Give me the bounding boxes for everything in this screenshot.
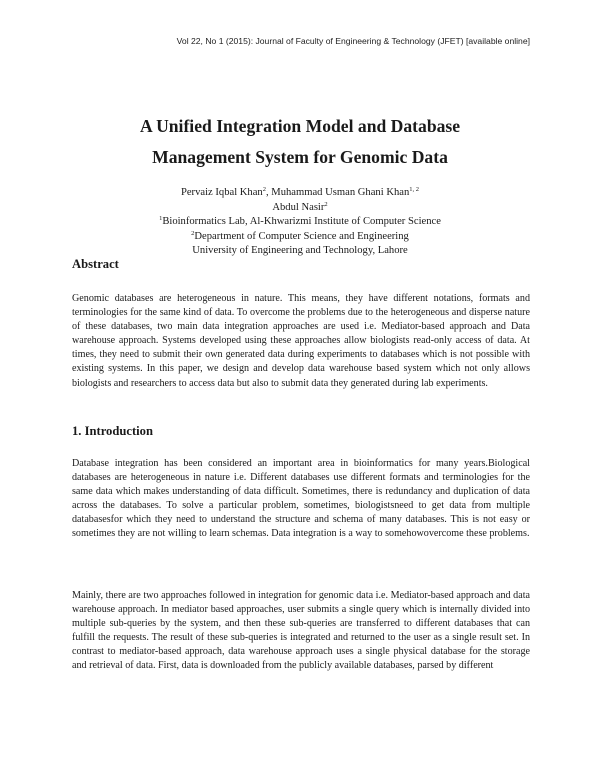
introduction-heading: 1. Introduction bbox=[72, 424, 153, 438]
author-name: Abdul Nasir bbox=[272, 201, 325, 213]
title-line-1: A Unified Integration Model and Database bbox=[139, 116, 461, 136]
author-name: Pervaiz Iqbal Khan bbox=[180, 187, 263, 198]
title-line-2: Management System for Genomic Data bbox=[152, 147, 448, 167]
introduction-paragraph-1: Database integration has been considered an important area in bioinformatics for many years.Biological databases are heterogeneous in nature i.e. Different databases use different formats and terminologies for the same data which makes understanding of data difficult. Sometimes, there is redundancy and duplication of data across the databases. To solve a particular problem, sometimes, biologistsneed to get data from multiple databasesfor which they need to understand the structure and schema of many databases. This is not easy or sometimes they are not willing to learn schemas. Data integration is a way to somehowovercome these problems. bbox=[72, 458, 530, 540]
author-line-1 bbox=[0, 186, 600, 201]
affiliation-1 bbox=[0, 215, 600, 230]
running-head: Vol 22, No 1 (2015): Journal of Faculty of Engineering & Technology (JFET) [available online] bbox=[176, 36, 530, 46]
introduction-paragraph-2: Mainly, there are two approaches followed in integration for genomic data i.e. Mediator-based approach and data warehouse approach. In mediator based approaches, user submits a single query which is internally divided into multiple sub-queries by the system, and then these sub-queries are transferred to different databases that can fulfill the requests. The result of these sub-queries is integrated and returned to the user as a single result set. In contrast to mediator-based approach, data warehouse approach uses a single physical database for the storage and retrieval of data. First, data is downloaded from the publicly available databases, parsed by different bbox=[72, 590, 530, 672]
author-separator: , bbox=[265, 187, 272, 198]
paper-title bbox=[0, 111, 600, 173]
abstract-text: Genomic databases are heterogeneous in nature. This means, they have different notations, formats and terminologies for the same kind of data. To overcome the problems due to the heterogeneous and disperse nature of these databases, two main data integration approaches are used i.e. Mediator-based approach and Data warehouse approach. Systems developed using these approaches allow biologists read-only access of data. At times, they need to submit their own generated data during experiments to databases which is not possible with existing systems. In this paper, we design and develop data warehouse based system which not only allows biologists and researchers to access data but also to submit data they generated during lab experiments. bbox=[72, 293, 530, 389]
affiliation-superscript: 2 bbox=[191, 229, 195, 237]
affiliation-3: University of Engineering and Technology, Lahore bbox=[192, 245, 408, 257]
author-name: Muhammad Usman Ghani Khan bbox=[271, 187, 410, 198]
author-superscript: 1, 2 bbox=[409, 186, 420, 193]
affiliation-2 bbox=[0, 230, 600, 245]
affiliation-superscript: 1 bbox=[159, 215, 163, 223]
author-line-2 bbox=[0, 201, 600, 216]
affiliation-text: Department of Computer Science and Engineering bbox=[194, 230, 409, 242]
affiliation-text: Bioinformatics Lab, Al-Khwarizmi Institute of Computer Science bbox=[162, 216, 441, 228]
author-superscript: 2 bbox=[262, 186, 266, 193]
abstract-heading: Abstract bbox=[72, 257, 119, 271]
author-superscript: 2 bbox=[324, 200, 328, 208]
author-block bbox=[0, 186, 600, 259]
